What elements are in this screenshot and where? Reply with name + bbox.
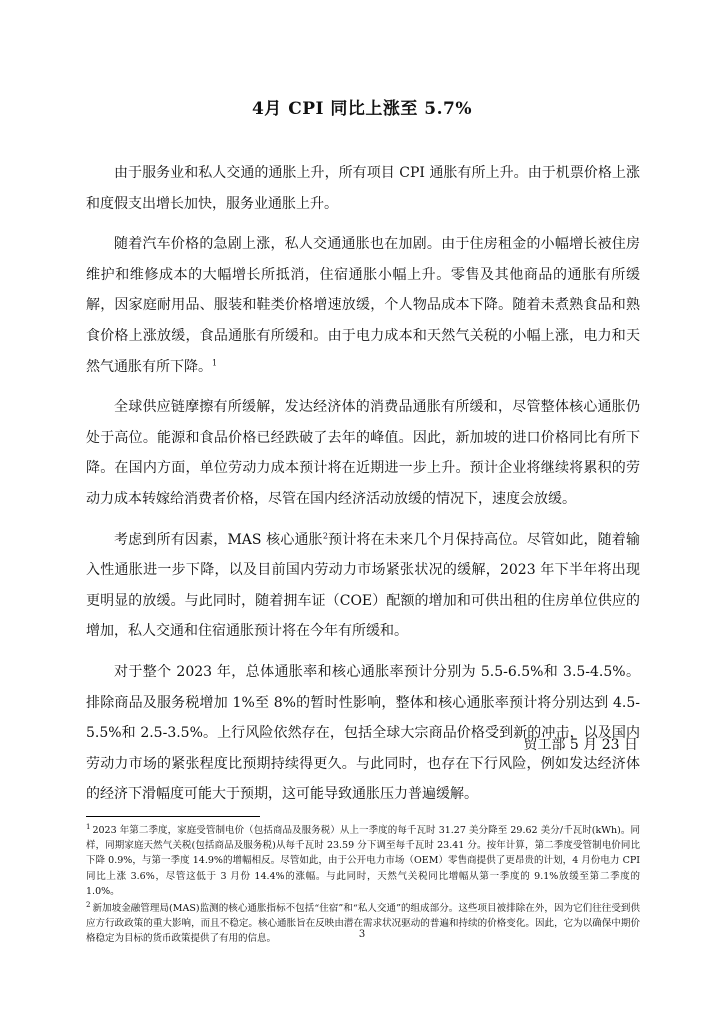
footnote-ref-1[interactable]: 1 — [212, 357, 218, 367]
footnote-1 — [86, 823, 640, 899]
paragraph-4 — [86, 525, 640, 647]
body-text — [86, 158, 640, 820]
footnote-2-text: 新加坡金融管理局(MAS)监测的核心通胀指标不包括“住宿”和“私人交通”的组成部分。这些项目被排除在外，因为它们往往受到供应方行政政策的重大影响，而且不稳定。核心通胀旨在反映由潜在需求状况驱动的普遍和持续的价格变化。因此，它为以确保中期价格稳定为目标的货币政策提供了有用的信息。 — [86, 903, 640, 945]
footnote-ref-2[interactable]: 2 — [322, 530, 328, 540]
page-number: 3 — [358, 929, 366, 940]
signature-line: 贸工部 5 月 23 日 — [523, 737, 638, 753]
page-title: 4月 CPI 同比上涨至 5.7% — [251, 99, 473, 119]
footnote-1-text: 2023 年第二季度，家庭受管制电价（包括商品及服务税）从上一季度的每千瓦时 31.27 美分降至 29.62 美分/千瓦时(kWh)。同样，同期家庭天然气关税(包括商品及服务税)从每千瓦时 23.59 分下调至每千瓦时 23.41 分。按年计算，第二季度受管制电价同比下降 0.9%，与第一季度 14.9%的增幅相反。尽管如此，由于公开电力市场（OEM）零售商提供了更昂贵的计划，4 月份电力 CPI 同比上涨 3.6%，尽管这低于 3 月份 14.4%的涨幅。与此同时，天然气关税同比增幅从第一季度的 9.1%放缓至第二季度的 1.0%。 — [86, 825, 640, 897]
paragraph-4-text-cont: 预计将在未来几个月保持高位。尽管如此，随着输入性通胀进一步下降，以及目前国内劳动力市场紧张状况的缓解，2023 年下半年将出现更明显的放缓。与此同时，随着拥车证（COE）配额的增加和可供出租的住房单位供应的增加，私人交通和住宿通胀预计将在今年有所缓和。 — [86, 531, 640, 640]
footnote-2-mark: 2 — [86, 900, 91, 909]
paragraph-1 — [86, 158, 640, 219]
paragraph-1-text: 由于服务业和私人交通的通胀上升，所有项目 CPI 通胀有所上升。由于机票价格上涨和度假支出增长加快，服务业通胀上升。 — [86, 165, 640, 212]
paragraph-2 — [86, 229, 640, 382]
footnote-1-mark: 1 — [86, 822, 91, 831]
paragraph-5-text: 对于整个 2023 年，总体通胀率和核心通胀率预计分别为 5.5-6.5%和 3.5-4.5%。排除商品及服务税增加 1%至 8%的暂时性影响，整体和核心通胀率预计将分别达到 4.5-5.5%和 2.5-3.5%。上行风险依然存在，包括全球大宗商品价格受到新的冲击，以及国内劳动力市场的紧张程度比预期持续得更久。与此同时，也存在下行风险，例如发达经济体的经济下滑幅度可能大于预期，这可能导致通胀压力普遍缓解。 — [86, 663, 640, 803]
paragraph-3 — [86, 392, 640, 514]
paragraph-3-text: 全球供应链摩擦有所缓解，发达经济体的消费品通胀有所缓和，尽管整体核心通胀仍处于高位。能源和食品价格已经跌破了去年的峰值。因此，新加坡的进口价格同比有所下降。在国内方面，单位劳动力成本预计将在近期进一步上升。预计企业将继续将累积的劳动力成本转嫁给消费者价格，尽管在国内经济活动放缓的情况下，速度会放缓。 — [86, 399, 640, 507]
paragraph-2-text: 随着汽车价格的急剧上涨，私人交通通胀也在加剧。由于住房租金的小幅增长被住房维护和维修成本的大幅增长所抵消，住宿通胀小幅上升。零售及其他商品的通胀有所缓解，因家庭耐用品、服装和鞋类价格增速放缓，个人物品成本下降。随着未煮熟食品和熟食价格上涨放缓，食品通胀有所缓和。由于电力成本和天然气关税的小幅上涨，电力和天然气通胀有所下降。 — [86, 236, 640, 375]
footnote-divider — [86, 816, 260, 817]
paragraph-4-text: 考虑到所有因素，MAS 核心通胀 — [114, 531, 323, 548]
